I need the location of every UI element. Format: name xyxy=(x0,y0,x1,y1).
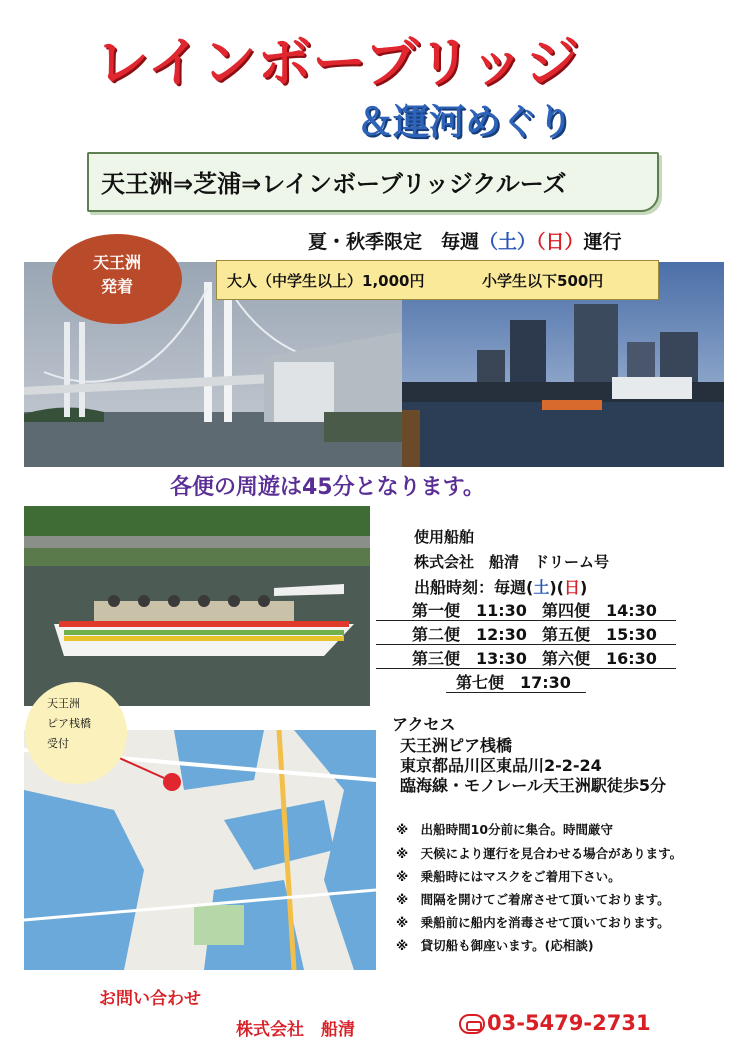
departure-mid: )( xyxy=(549,578,564,597)
departure-times-table xyxy=(376,597,696,697)
company-name: 株式会社 船清 xyxy=(236,1020,355,1040)
route-text: 天王洲⇒芝浦⇒レインボーブリッジクルーズ xyxy=(101,170,567,198)
schedule-saturday: （土） xyxy=(479,231,537,253)
access-address: 東京都品川区東品川2-2-24 xyxy=(400,756,602,775)
departure-row xyxy=(376,597,676,621)
departure-slot: 第五便 15:30 xyxy=(542,625,657,644)
departure-slot: 第七便 17:30 xyxy=(456,673,571,692)
note-item: ※ 貸切船も御座います。(応相談) xyxy=(396,938,594,953)
boat-name: 株式会社 船清 ドリーム号 xyxy=(414,553,610,571)
price-banner xyxy=(216,260,659,300)
phone-number-line xyxy=(459,1011,651,1035)
access-place: 天王洲ピア桟橋 xyxy=(400,736,513,755)
adult-price: 大人（中学生以上）1,000円 xyxy=(227,272,425,290)
departure-slot: 第二便 12:30 xyxy=(412,625,527,644)
phone-icon xyxy=(459,1014,485,1034)
departure-sunday: 日 xyxy=(563,578,580,597)
note-item: ※ 間隔を開けてご着席させて頂いております。 xyxy=(396,892,670,907)
contact-label: お問い合わせ xyxy=(99,989,201,1009)
note-item: ※ 出船時間10分前に集合。時間厳守 xyxy=(396,822,614,837)
departure-row xyxy=(376,645,676,669)
badge-line-1: 天王洲 xyxy=(92,253,141,272)
note-item: ※ 乗船時にはマスクをご着用下さい。 xyxy=(396,869,621,884)
badge-line-2: 発着 xyxy=(100,277,133,296)
departure-slot: 第三便 13:30 xyxy=(412,649,527,668)
departure-saturday: 土 xyxy=(533,578,550,597)
sub-title: ＆運河めぐり xyxy=(357,102,574,143)
schedule-sunday: （日） xyxy=(536,231,584,253)
child-price: 小学生以下500円 xyxy=(482,272,604,290)
pier-line-1: 天王洲 xyxy=(47,697,80,710)
pier-line-3: 受付 xyxy=(47,737,69,750)
pier-line-2: ピア桟橋 xyxy=(47,717,91,730)
departure-slot: 第一便 11:30 xyxy=(412,601,527,620)
phone-number: 03-5479-2731 xyxy=(487,1011,651,1035)
boat-heading: 使用船舶 xyxy=(414,528,475,546)
main-title: レインボーブリッジ xyxy=(95,31,581,94)
access-heading: アクセス xyxy=(392,715,456,734)
departure-label: 出船時刻： xyxy=(414,578,495,597)
route-banner xyxy=(87,152,659,212)
departure-slot: 第六便 16:30 xyxy=(542,649,657,668)
schedule-suffix: 運行 xyxy=(583,231,622,253)
note-item: ※ 天候により運行を見合わせる場合があります。 xyxy=(396,846,683,861)
schedule-prefix: 夏・秋季限定 毎週 xyxy=(308,231,480,253)
loop-duration-note: 各便の周遊は45分となります。 xyxy=(170,475,485,500)
departure-weekly: 毎週( xyxy=(494,578,534,597)
pier-reception-badge xyxy=(25,682,127,784)
note-item: ※ 乗船前に船内を消毒させて頂いております。 xyxy=(396,915,670,930)
departure-row xyxy=(376,621,676,645)
schedule-line xyxy=(308,227,708,255)
departure-row xyxy=(446,669,586,693)
departure-badge xyxy=(52,234,182,324)
departure-slot: 第四便 14:30 xyxy=(542,601,657,620)
departure-close: ) xyxy=(580,578,588,597)
departure-label-line xyxy=(414,575,587,598)
access-station: 臨海線・モノレール天王洲駅徒歩5分 xyxy=(400,776,667,795)
dream-boat-photo xyxy=(24,506,370,706)
